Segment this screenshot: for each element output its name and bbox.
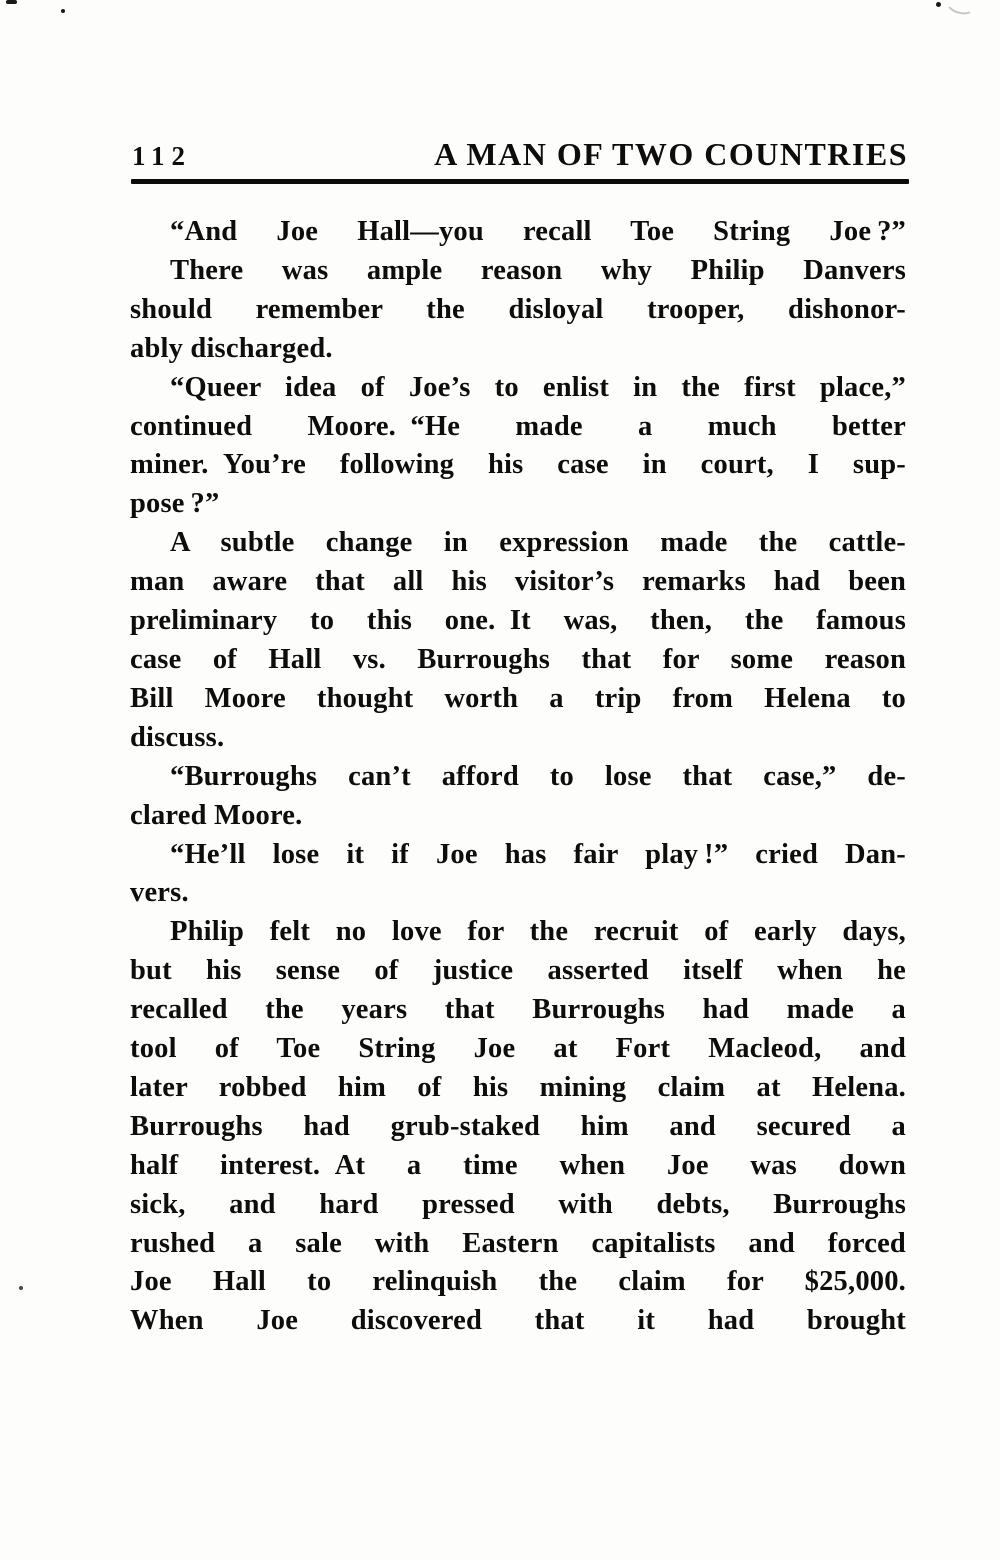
text-line: Joe Hall to relinquish the claim for $25,000. [130,1266,906,1298]
page-body [130,213,906,1341]
text-line: When Joe discovered that it had brought [130,1305,906,1337]
text-line: A subtle change in expression made the cattle- [170,527,906,559]
text-line: vers. [130,877,189,909]
paragraph [130,524,906,757]
text-line: recalled the years that Burroughs had made a [130,994,906,1026]
text-line: should remember the disloyal trooper, dishonor- [130,293,906,325]
text-line: sick, and hard pressed with debts, Burroughs [130,1188,906,1220]
text-line: discuss. [130,721,225,753]
text-line: miner. You’re following his case in court, I sup- [130,449,906,481]
running-title: A MAN OF TWO COUNTRIES [434,136,908,172]
text-line: pose ?” [130,488,220,520]
text-line: rushed a sale with Eastern capitalists and forced [130,1227,906,1259]
text-line: man aware that all his visitor’s remarks had been [130,566,906,598]
text-line: “And Joe Hall—you recall Toe String Joe ?” [170,216,906,247]
paragraph [130,213,906,252]
text-line: “Burroughs can’t afford to lose that case,” de- [170,760,906,792]
scan-speck [936,2,941,7]
page-number: 112 [132,141,193,171]
scan-speck [61,9,65,13]
text-line: continued Moore. “He made a much better [130,410,906,442]
text-line: There was ample reason why Philip Danvers [170,254,906,286]
text-line: “Queer idea of Joe’s to enlist in the first place,” [170,371,906,403]
text-line: tool of Toe String Joe at Fort Macleod, and [130,1033,906,1065]
paragraph [130,836,906,914]
scan-speck [19,1286,23,1290]
text-line: but his sense of justice asserted itself when he [130,955,906,987]
paragraph [130,758,906,836]
text-line: Philip felt no love for the recruit of early days, [170,916,906,948]
scan-speck [6,0,17,4]
text-line: preliminary to this one. It was, then, the famous [130,605,906,637]
text-line: case of Hall vs. Burroughs that for some reason [130,643,906,675]
text-line: half interest. At a time when Joe was down [130,1149,906,1181]
text-line: ably discharged. [130,332,333,364]
text-line: Burroughs had grub-staked him and secured a [130,1110,906,1142]
scan-smudge [944,0,978,17]
text-line: later robbed him of his mining claim at Helena. [130,1071,906,1103]
paragraph [130,913,906,1341]
text-line: “He’ll lose it if Joe has fair play !” cried Dan- [170,838,906,870]
paragraph [130,369,906,525]
header-rule [131,179,909,184]
text-line: clared Moore. [130,799,303,831]
page-header [132,136,908,173]
text-line: Bill Moore thought worth a trip from Helena to [130,682,906,714]
paragraph [130,252,906,369]
